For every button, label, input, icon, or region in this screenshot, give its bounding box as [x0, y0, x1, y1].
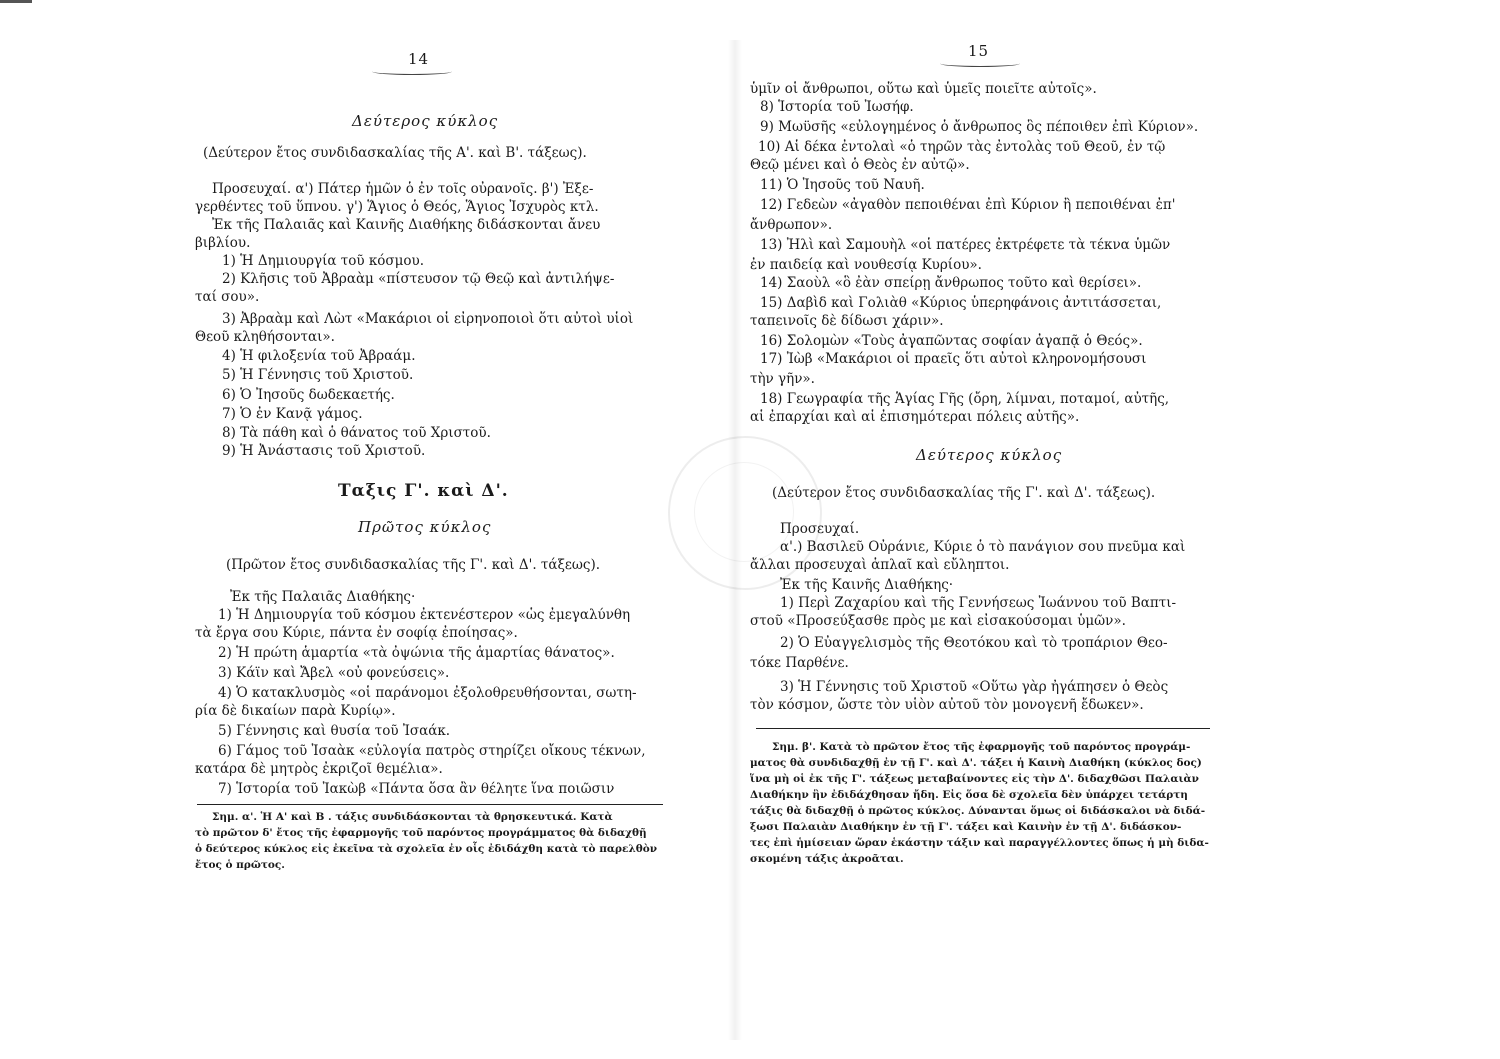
list-item: 8) Ἱστορία τοῦ Ἰωσήφ. — [760, 99, 914, 115]
prayer-line: ἄλλαι προσευχαὶ ἁπλαῖ καὶ εὔληπτοι. — [750, 557, 1010, 573]
list-item: 9) Ἡ Ἀνάστασις τοῦ Χριστοῦ. — [222, 443, 426, 459]
list-item: Θεοῦ κληθήσονται». — [195, 329, 335, 345]
section-title: Δεύτερος κύκλος — [916, 446, 1063, 464]
footnote-line: Διαθήκην ἣν ἐδιδάχθησαν ἤδη. Εἰς ὅσα δὲ σχολεῖα δὲν ὑπάρχει τετάρτη — [750, 789, 1188, 801]
ot-heading: Ἐκ τῆς Παλαιᾶς Διαθήκης· — [230, 589, 416, 605]
prayers-label: Προσευχαί. — [780, 521, 860, 537]
page-number-ornament — [940, 60, 1020, 67]
list-item: 6) Γάμος τοῦ Ἰσαὰκ «εὐλογία πατρὸς στηρίζει οἴκους τέκνων, — [218, 743, 646, 759]
footnote-line: ἵνα μὴ οἱ ἐκ τῆς Γ'. τάξεως μεταβαίνοντες εἰς τὴν Δ'. διδαχθῶσι Παλαιὰν — [750, 773, 1199, 785]
list-item: Θεῷ μένει καὶ ὁ Θεὸς ἐν αὐτῷ». — [750, 157, 970, 173]
footnote-line: σκομένη τάξις ἀκροᾶται. — [750, 853, 904, 865]
page-number-ornament — [372, 68, 452, 75]
list-item: αἱ ἐπαρχίαι καὶ αἱ ἐπισημότεραι πόλεις αὐτῆς». — [750, 409, 1080, 425]
list-item: 4) Ὁ κατακλυσμὸς «οἱ παράνομοι ἐξολοθρευθήσονται, σωτη- — [218, 685, 637, 701]
prayer-line: α'.) Βασιλεῦ Οὐράνιε, Κύριε ὁ τὸ πανάγιον σου πνεῦμα καὶ — [780, 539, 1186, 555]
right-page — [750, 0, 1500, 1059]
page-number: 15 — [968, 42, 990, 60]
list-item: 3) Κάϊν καὶ Ἄβελ «οὐ φονεύσεις». — [218, 665, 450, 681]
list-item: 13) Ἠλὶ καὶ Σαμουὴλ «οἱ πατέρες ἐκτρέφετε τὰ τέκνα ὑμῶν — [760, 237, 1171, 253]
list-item: 6) Ὁ Ἰησοῦς δωδεκαετής. — [222, 387, 395, 403]
list-item: 1) Ἡ Δημιουργία τοῦ κόσμου ἐκτενέστερον «ὡς ἐμεγαλύνθη — [218, 607, 631, 623]
list-item: ταί σου». — [195, 289, 260, 305]
list-item: 3) Ἡ Γέννησις τοῦ Χριστοῦ «Οὕτω γὰρ ἠγάπησεν ὁ Θεὸς — [780, 679, 1169, 695]
list-item: 7) Ὁ ἐν Κανᾷ γάμος. — [222, 406, 363, 422]
footnote-line — [772, 740, 1190, 754]
section-title: Δεύτερος κύκλος — [352, 112, 499, 130]
footnote-abbr: Σημ. β'. — [772, 741, 816, 753]
list-item: 2) Ὁ Εὐαγγελισμὸς τῆς Θεοτόκου καὶ τὸ τροπάριον Θεο- — [780, 635, 1168, 651]
intro-line: γερθέντες τοῦ ὕπνου. γ') Ἅγιος ὁ Θεός, Ἅγιος Ἰσχυρὸς κτλ. — [195, 199, 599, 215]
list-item: κατάρα δὲ μητρὸς ἐκριζοῖ θεμέλια». — [195, 761, 443, 777]
list-item: τὰ ἔργα σου Κύριε, πάντα ἐν σοφίᾳ ἐποίησας». — [195, 625, 518, 641]
list-item: τόκε Παρθένε. — [750, 655, 849, 671]
footnote-text: Ἡ Α' καὶ Β . τάξις συνδιδάσκονται τὰ θρησκευτικά. Κατὰ — [257, 811, 613, 823]
list-item: 15) Δαβὶδ καὶ Γολιὰθ «Κύριος ὑπερηφάνοις ἀντιτάσσεται, — [760, 295, 1162, 311]
nt-heading: Ἐκ τῆς Καινῆς Διαθήκης· — [780, 577, 954, 593]
cycle-subtitle: (Πρῶτον ἔτος συνδιδασκαλίας τῆς Γ'. καὶ Δ'. τάξεως). — [226, 557, 601, 573]
list-item: 17) Ἰὼβ «Μακάριοι οἱ πραεῖς ὅτι αὐτοὶ κληρονομήσουσι — [760, 351, 1147, 367]
section-subtitle: (Δεύτερον ἔτος συνδιδασκαλίας τῆς Γ'. καὶ Δ'. τάξεως). — [772, 485, 1156, 501]
list-item: 3) Ἀβραὰμ καὶ Λὼτ «Μακάριοι οἱ εἰρηνοποιοὶ ὅτι αὐτοὶ υἱοὶ — [222, 311, 634, 327]
footnote-text: Κατὰ τὸ πρῶτον ἔτος τῆς ἐφαρμογῆς τοῦ παρόντος προγράμ- — [815, 741, 1191, 753]
list-item: στοῦ «Προσεύξασθε πρὸς με καὶ εἰσακούσομαι ὑμῶν». — [750, 613, 1126, 629]
list-item: ταπεινοῖς δὲ δίδωσι χάριν». — [750, 313, 944, 329]
footnote-line: ὁ δεύτερος κύκλος εἰς ἐκεῖνα τὰ σχολεῖα ἐν οἷς ἐδιδάχθη κατὰ τὸ παρελθὸν — [195, 843, 657, 855]
footnote-divider — [197, 804, 663, 805]
list-item: 10) Αἱ δέκα ἐντολαὶ «ὁ τηρῶν τὰς ἐντολὰς τοῦ Θεοῦ, ἐν τῷ — [758, 139, 1166, 155]
footnote-abbr: Σημ. α'. — [212, 811, 258, 823]
list-item: 2) Κλῆσις τοῦ Ἀβραὰμ «πίστευσον τῷ Θεῷ καὶ ἀντιλήψε- — [222, 271, 615, 287]
footnote-line: τὸ πρῶτον δ' ἔτος τῆς ἐφαρμογῆς τοῦ παρόντος προγράμματος θὰ διδαχθῇ — [195, 827, 647, 839]
list-item: 1) Περὶ Ζαχαρίου καὶ τῆς Γεννήσεως Ἰωάννου τοῦ Βαπτι- — [780, 595, 1177, 611]
list-item: 11) Ὁ Ἰησοῦς τοῦ Ναυῆ. — [760, 177, 925, 193]
footnote-line: ξωσι Παλαιὰν Διαθήκην ἐν τῇ Γ'. τάξει καὶ Καινὴν ἐν τῇ Δ'. διδάσκον- — [750, 821, 1182, 833]
list-item: 4) Ἡ φιλοξενία τοῦ Ἀβραάμ. — [222, 348, 416, 364]
list-item: 5) Ἡ Γέννησις τοῦ Χριστοῦ. — [222, 367, 414, 383]
footnote-line: τάξις θὰ διδαχθῇ ὁ πρῶτος κύκλος. Δύνανται ὅμως οἱ διδάσκαλοι νὰ διδά- — [750, 805, 1206, 817]
intro-line: Προσευχαί. α') Πάτερ ἡμῶν ὁ ἐν τοῖς οὐρανοῖς. β') Ἐξε- — [212, 181, 594, 197]
list-item: ἄνθρωπον». — [750, 217, 833, 233]
section-subtitle: (Δεύτερον ἔτος συνδιδασκαλίας τῆς Α'. καὶ Β'. τάξεως). — [203, 145, 587, 161]
footnote-divider — [756, 728, 1210, 729]
list-item: 5) Γέννησις καὶ θυσία τοῦ Ἰσαάκ. — [218, 723, 451, 739]
list-item: 14) Σαοὺλ «ὃ ἐὰν σπείρῃ ἄνθρωπος τοῦτο καὶ θερίσει». — [760, 275, 1142, 291]
list-item: 16) Σολομὼν «Τοὺς ἀγαπῶντας σοφίαν ἀγαπᾷ ὁ Θεός». — [760, 333, 1143, 349]
list-item: ρία δὲ δικαίων παρὰ Κυρίῳ». — [195, 703, 396, 719]
footnote-line: τες ἐπὶ ἡμίσειαν ὥραν ἑκάστην τάξιν καὶ παραγγέλλοντες ὅπως ἡ μὴ διδα- — [750, 837, 1209, 849]
class-heading: Ταξις Γ'. καὶ Δ'. — [338, 481, 509, 501]
footnote-line — [212, 810, 613, 824]
page-number: 14 — [408, 50, 430, 68]
list-item: τὴν γῆν». — [750, 371, 815, 387]
list-item: 8) Τὰ πάθη καὶ ὁ θάνατος τοῦ Χριστοῦ. — [222, 425, 491, 441]
list-item: 12) Γεδεὼν «ἀγαθὸν πεποιθέναι ἐπὶ Κύριον ἢ πεποιθέναι ἐπ' — [760, 197, 1176, 213]
list-item: ἐν παιδείᾳ καὶ νουθεσίᾳ Κυρίου». — [750, 257, 982, 273]
intro-line: Ἐκ τῆς Παλαιᾶς καὶ Καινῆς Διαθήκης διδάσκονται ἄνευ — [212, 217, 601, 233]
cycle-title: Πρῶτος κύκλος — [358, 518, 492, 536]
list-item: 9) Μωϋσῆς «εὐλογημένος ὁ ἄνθρωπος ὃς πέποιθεν ἐπὶ Κύριον». — [760, 119, 1199, 135]
list-item: 1) Ἡ Δημιουργία τοῦ κόσμου. — [222, 253, 425, 269]
list-item: τὸν κόσμον, ὥστε τὸν υἱὸν αὐτοῦ τὸν μονογενῆ ἔδωκεν». — [750, 697, 1144, 713]
continued-line: ὑμῖν οἱ ἄνθρωποι, οὕτω καὶ ὑμεῖς ποιεῖτε αὐτοῖς». — [750, 81, 1097, 97]
intro-line: βιβλίου. — [195, 235, 251, 251]
list-item: 7) Ἱστορία τοῦ Ἰακὼβ «Πάντα ὅσα ἂν θέλητε ἵνα ποιῶσιν — [218, 781, 615, 797]
list-item: 18) Γεωγραφία τῆς Ἁγίας Γῆς (ὄρη, λίμναι, ποταμοί, αὐτῆς, — [760, 391, 1170, 407]
footnote-line: ἔτος ὁ πρῶτος. — [195, 859, 285, 871]
footnote-line: ματος θὰ συνδιδαχθῇ ἐν τῇ Γ'. καὶ Δ'. τάξει ἡ Καινὴ Διαθήκη (κύκλος δος) — [750, 757, 1202, 769]
list-item: 2) Ἡ πρώτη ἁμαρτία «τὰ ὀψώνια τῆς ἁμαρτίας θάνατος». — [218, 645, 615, 661]
